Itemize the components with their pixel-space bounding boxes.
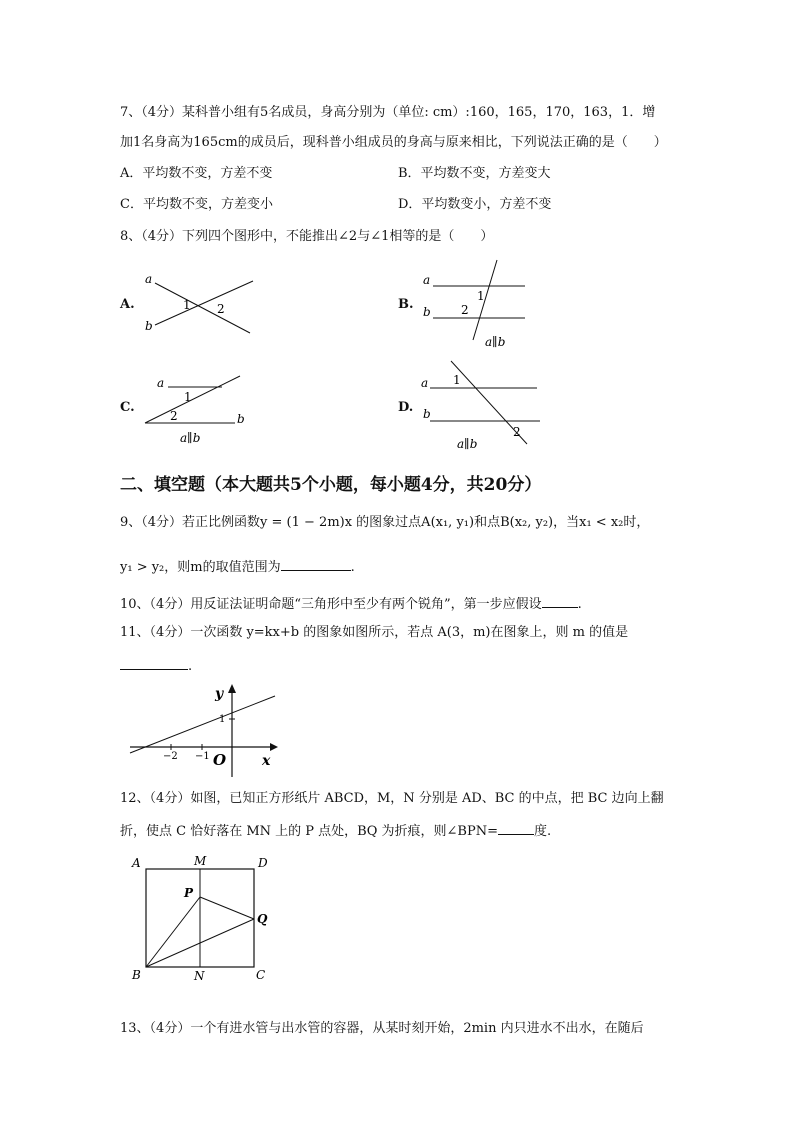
q8-figure-a: [135, 265, 265, 340]
q8-figure-b: [415, 258, 545, 353]
fig-b-parallel: a∥b: [485, 335, 506, 349]
q12-line2-text: 折，使点 C 恰好落在 MN 上的 P 点处，BQ 为折痕，则∠BPN=: [120, 824, 498, 839]
graph-tick-1: 1: [219, 714, 226, 725]
q12-line2-end: 度.: [533, 824, 552, 839]
fig-a-label-b: b: [145, 319, 153, 333]
q9-line1: 9、（4分）若正比例函数y = (1 − 2m)x 的图象过点A(x₁, y₁)和点B(x₂, y₂)，当x₁ < x₂时，: [120, 515, 650, 530]
q12-figure: [128, 853, 278, 983]
q10-line: [120, 593, 582, 614]
q9-answer-blank[interactable]: [281, 556, 351, 571]
q7-option-d: D．平均数变小，方差不变: [398, 197, 552, 212]
fig-c-angle-2: 2: [170, 409, 178, 423]
fig-c-parallel: a∥b: [180, 431, 201, 445]
fig12-label-A: A: [132, 856, 141, 870]
q8-label-b: B.: [398, 297, 414, 312]
q8-label-c: C.: [120, 400, 135, 415]
q9-line2-end: .: [350, 560, 355, 575]
fig-d-label-a: a: [421, 376, 429, 390]
q11-line1: 11、（4分）一次函数 y=kx+b 的图象如图所示，若点 A(3，m)在图象上，则 m 的值是: [120, 625, 629, 640]
fig-d-parallel: a∥b: [457, 437, 478, 451]
fig12-label-P: P: [184, 886, 194, 900]
q9-line2: [120, 556, 355, 577]
fig12-label-B: B: [132, 968, 141, 982]
fig-b-angle-1: 1: [477, 289, 485, 303]
fig-d-angle-1: 1: [453, 373, 461, 387]
graph-origin-label: O: [213, 751, 227, 769]
q12-answer-blank[interactable]: [498, 820, 534, 835]
q8-label-d: D.: [398, 400, 414, 415]
q10-end: .: [577, 597, 582, 612]
fig-d-angle-2: 2: [513, 425, 521, 439]
q11-answer-blank[interactable]: [120, 655, 188, 670]
q8-label-a: A.: [120, 297, 135, 312]
q9-line2-text: y₁ > y₂，则m的取值范围为: [120, 560, 281, 575]
fig-c-angle-1: 1: [184, 390, 192, 404]
q7-line2: 加1名身高为165cm的成员后，现科普小组成员的身高与原来相比，下列说法正确的是（ ）: [120, 135, 667, 150]
q8-figure-c: [140, 370, 260, 450]
q7-option-c: C．平均数不变，方差变小: [120, 197, 273, 212]
graph-tick-neg1: −1: [195, 751, 210, 762]
q11-line2: [120, 655, 192, 676]
fig-b-label-a: a: [423, 273, 431, 287]
fig12-label-D: D: [258, 856, 268, 870]
fig12-label-M: M: [194, 854, 207, 868]
q11-graph: [125, 682, 280, 780]
fig-a-angle-2: 2: [217, 302, 225, 316]
q7-line1: 7、（4分）某科普小组有5名成员，身高分别为（单位: cm）:160，165，170，163，1．增: [120, 105, 656, 120]
fig-a-label-a: a: [145, 272, 153, 286]
q12-line2: [120, 820, 551, 841]
fig-c-label-a: a: [157, 376, 165, 390]
q8-stem: 8、（4分）下列四个图形中，不能推出∠2与∠1相等的是（ ）: [120, 229, 494, 244]
q12-line1: 12、（4分）如图，已知正方形纸片 ABCD，M，N 分别是 AD、BC 的中点，把 BC 边向上翻: [120, 791, 664, 806]
fig-c-label-b: b: [237, 412, 245, 426]
q8-figure-d: [415, 358, 550, 453]
q13-line1: 13、（4分）一个有进水管与出水管的容器，从某时刻开始，2min 内只进水不出水，在随后: [120, 1021, 644, 1036]
fig-b-angle-2: 2: [461, 303, 469, 317]
q10-text: 10、（4分）用反证法证明命题“三角形中至少有两个锐角”，第一步应假设: [120, 597, 542, 612]
section2-title: 二、填空题（本大题共5个小题，每小题4分，共20分）: [120, 475, 542, 495]
fig12-label-N: N: [194, 969, 205, 983]
q7-option-a: A．平均数不变，方差不变: [120, 166, 273, 181]
fig-b-label-b: b: [423, 305, 431, 319]
fig-a-angle-1: 1: [183, 298, 191, 312]
graph-x-label: x: [262, 753, 271, 769]
graph-y-label: y: [215, 686, 224, 702]
graph-tick-neg2: −2: [163, 751, 178, 762]
q10-answer-blank[interactable]: [542, 593, 578, 608]
fig12-label-Q: Q: [257, 912, 268, 926]
q7-option-b: B．平均数不变，方差变大: [398, 166, 551, 181]
fig12-label-C: C: [256, 968, 266, 982]
q11-end: .: [188, 659, 193, 674]
fig-d-label-b: b: [423, 407, 431, 421]
